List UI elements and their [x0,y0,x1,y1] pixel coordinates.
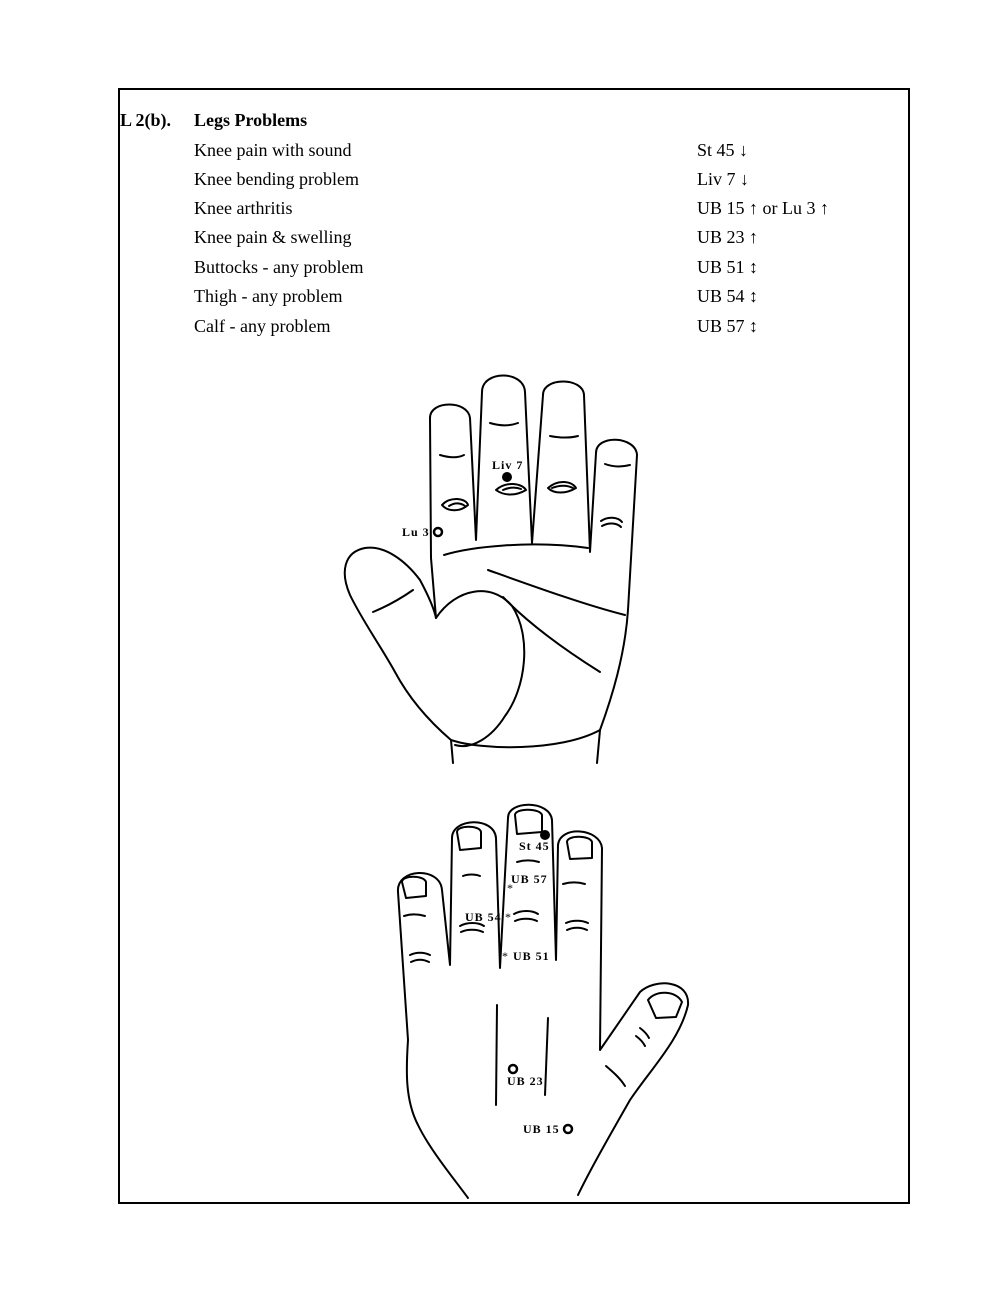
point-text: UB 23 ↑ [697,227,759,247]
condition-text: Knee arthritis [194,198,293,218]
ub23-label: UB 23 [507,1074,544,1088]
condition-text: Thigh - any problem [194,286,343,306]
palm-hand-outline [345,376,637,764]
condition-text: Knee pain & swelling [194,227,352,247]
point-text: UB 51 ↕ [697,257,759,277]
point-text: Liv 7 ↓ [697,169,749,189]
condition-text: Calf - any problem [194,316,331,336]
ub15-point-marker [564,1125,572,1133]
back-hand-outline [398,805,688,1198]
ub15-label: UB 15 [523,1122,560,1136]
ub54-star-icon: * [505,910,511,924]
st45-label: St 45 [519,839,550,853]
ub57-label: UB 57 [511,872,548,886]
condition-text: Knee bending problem [194,169,359,189]
section-number: L 2(b). [120,110,172,130]
liv7-label: Liv 7 [492,458,524,472]
condition-text: Knee pain with sound [194,140,352,160]
ub23-point-marker [509,1065,517,1073]
lu3-label: Lu 3 [402,525,430,539]
section-title: Legs Problems [194,110,308,130]
point-text: UB 54 ↕ [697,286,759,306]
condition-text: Buttocks - any problem [194,257,364,277]
liv7-point-marker [502,472,512,482]
ub54-label: UB 54 [465,910,502,924]
ub51-label: UB 51 [513,949,550,963]
point-text: UB 15 ↑ or Lu 3 ↑ [697,198,829,218]
ub57-star-icon: * [507,881,513,895]
ub51-star-icon: * [502,949,508,963]
point-text: UB 57 ↕ [697,316,759,336]
point-text: St 45 ↓ [697,140,749,160]
lu3-point-marker [434,528,442,536]
